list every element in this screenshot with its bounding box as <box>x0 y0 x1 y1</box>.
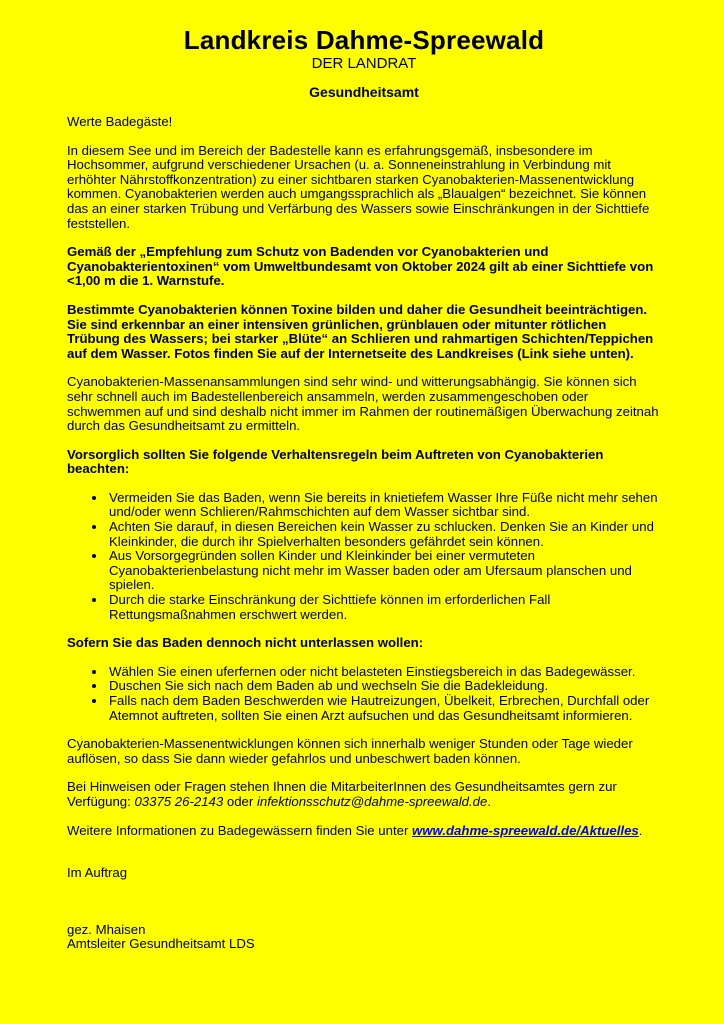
paragraph-lake-info: In diesem See und im Bereich der Badestelle kann es erfahrungsgemäß, insbesondere im Hochsommer, aufgrund verschiedener Ursachen (u. a. Sonneneinstrahlung in Verbindung mit erhöhter Nährstoffkonzentration) zu einer sichtbaren starken Cyanobakterien-Massenentwicklung kommen. Cyanobakterien werden auch umgangssprachlich als „Blaualgen“ bezeichnet. Sie können das an einer starken Trübung und Verfärbung des Wassers sowie Einschränkungen in der Sichttiefe feststellen. <box>67 142 650 231</box>
signature-title: Amtsleiter Gesundheitsamt LDS <box>67 936 255 952</box>
document-header <box>67 26 661 101</box>
rules-intro: Vorsorglich sollten Sie folgende Verhaltensregeln beim Auftreten von Cyanobakterien beachten: <box>67 446 604 477</box>
header-department: Gesundheitsamt <box>309 84 419 100</box>
list-item: • Wählen Sie einen uferfernen oder nicht belasteten Einstiegsbereich in das Badegewässer. <box>107 665 661 680</box>
header-subtitle: DER LANDRAT <box>311 55 417 72</box>
paragraph-contact <box>67 780 661 809</box>
phone-number: 03375 26-2143 <box>134 793 224 809</box>
paragraph-toxin-warning: Bestimmte Cyanobakterien können Toxine bilden und daher die Gesundheit beeinträchtigen. Sie sind erkennbar an einer intensiven grünlichen, grünblauen oder mitunter rötlichen Trübung des Wassers; bei starker „Blüte“ an Schlieren und rahmartigen Schichten/Teppichen auf dem Wasser. Fotos finden Sie auf der Internetseite des Landkreises (Link siehe unten). <box>67 301 654 361</box>
paragraph-dissolve-notice: Cyanobakterien-Massenentwicklungen können sich innerhalb weniger Stunden oder Tage wieder auflösen, so dass Sie dann wieder gefahrlos und unbeschwert baden können. <box>67 736 633 766</box>
more-info-text: . <box>638 822 643 838</box>
closing-im-auftrag: Im Auftrag <box>67 865 128 881</box>
list-item: • Vermeiden Sie das Baden, wenn Sie bereits in knietiefem Wasser Ihre Füße nicht mehr sehen und/oder wenn Schlieren/Rahmschichten auf dem Wasser sichtbar sind. <box>107 491 661 520</box>
paragraph-more-info <box>67 824 661 839</box>
more-info-text: Weitere Informationen zu Badegewässern finden Sie unter <box>67 822 413 838</box>
rules-list <box>67 491 661 622</box>
paragraph-uba-recommendation: Gemäß der „Empfehlung zum Schutz von Badenden vor Cyanobakterien und Cyanobakterientoxinen“ vom Umweltbundesamt von Oktober 2024 gilt ab einer Sichttiefe von <1,00 m die 1. Warnstufe. <box>67 244 654 289</box>
list-item: • Falls nach dem Baden Beschwerden wie Hautreizungen, Übelkeit, Erbrechen, Durchfall oder Atemnot auftreten, sollten Sie einen Arzt aufsuchen und das Gesundheitsamt informieren. <box>107 694 661 723</box>
paragraph-weather-dependence: Cyanobakterien-Massenansammlungen sind sehr wind- und witterungsabhängig. Sie können sich sehr schnell auch im Badestellenbereich ansammeln, werden zusammengeschoben oder schwemmen auf und sind deshalb nicht immer im Rahmen der routinemäßigen Überwachung zeitnah durch das Gesundheitsamt zu ermitteln. <box>67 374 659 434</box>
salutation: Werte Badegäste! <box>67 114 173 129</box>
list-item: • Duschen Sie sich nach dem Baden ab und wechseln Sie die Badekleidung. <box>107 679 661 694</box>
list-item: • Achten Sie darauf, in diesen Bereichen kein Wasser zu schlucken. Denken Sie an Kinder und Kleinkinder, die durch ihr Spielverhalten besonders gefährdet sein können. <box>107 520 661 549</box>
contact-text: . <box>487 793 491 809</box>
bathing-list <box>67 665 661 723</box>
contact-text: Bei Hinweisen oder Fragen stehen Ihnen die MitarbeiterInnen des Gesundheitsamtes gern zur Verfügung: <box>67 779 617 809</box>
list-item: • Durch die starke Einschränkung der Sichttiefe können im erforderlichen Fall Rettungsmaßnahmen erschwert werden. <box>107 593 661 622</box>
aktuelles-link[interactable]: www.dahme-spreewald.de/Aktuelles <box>412 822 639 838</box>
contact-text: oder <box>223 793 257 809</box>
list-item: • Aus Vorsorgegründen sollen Kinder und Kleinkinder bei einer vermuteten Cyanobakterienbelastung nicht mehr im Wasser baden oder am Ufersaum planschen und spielen. <box>107 549 661 593</box>
bathing-intro: Sofern Sie das Baden dennoch nicht unterlassen wollen: <box>67 635 424 651</box>
email-address: infektionsschutz@dahme-spreewald.de <box>256 793 488 809</box>
signature-block <box>67 923 661 952</box>
page-title: Landkreis Dahme-Spreewald <box>183 25 545 55</box>
signature-name: gez. Mhaisen <box>67 921 146 937</box>
